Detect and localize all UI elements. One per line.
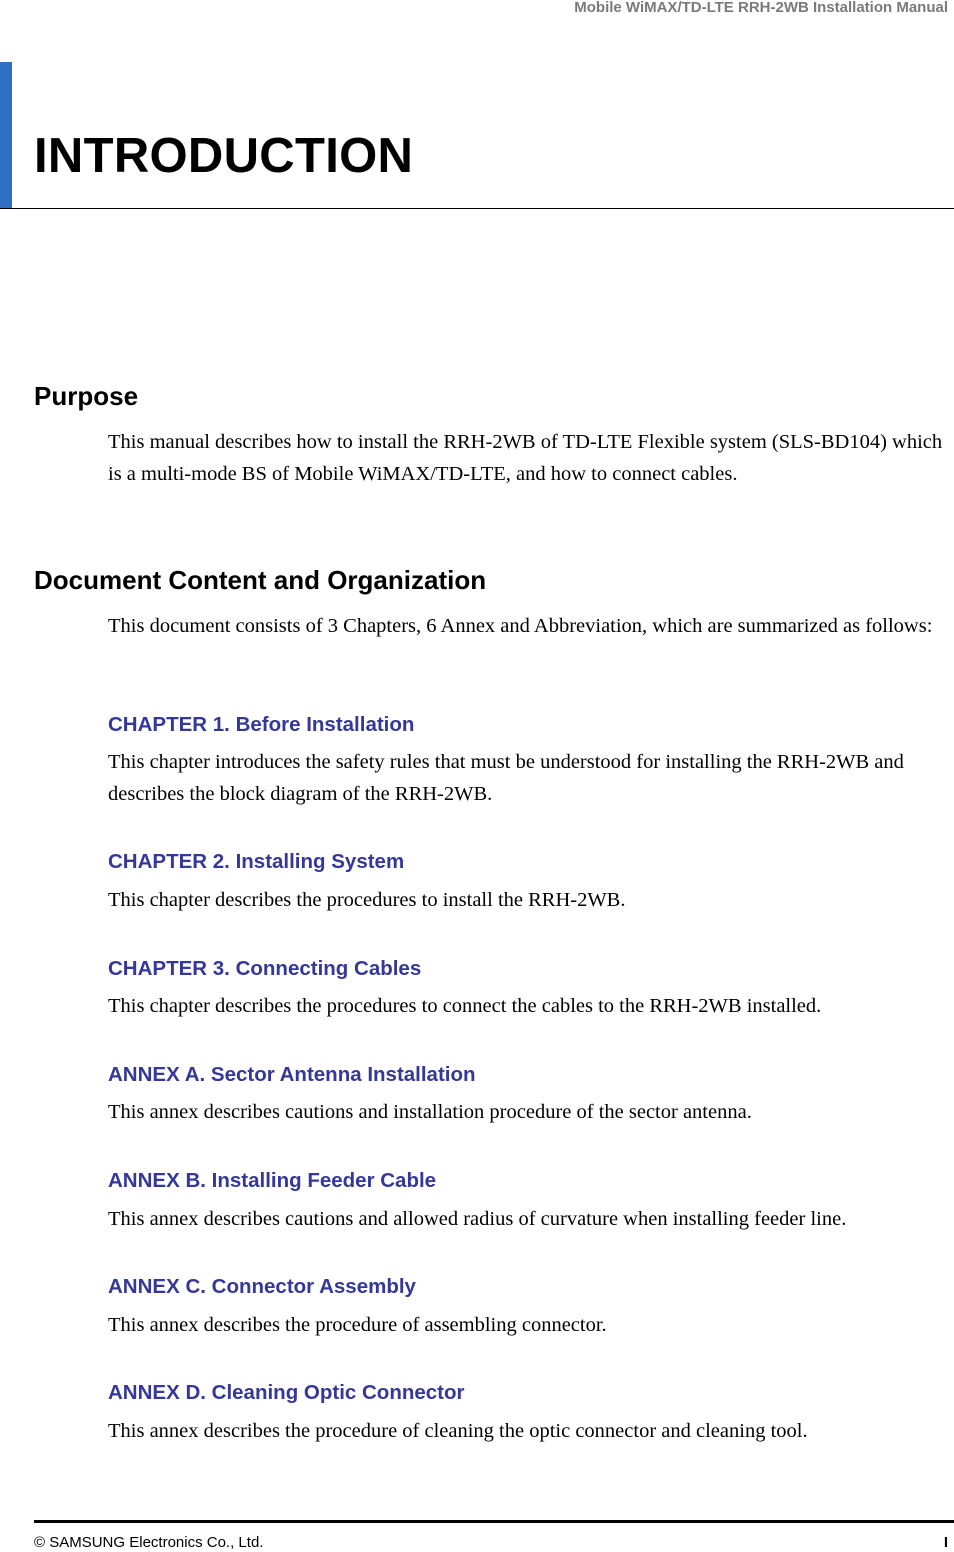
annex-b-text: This annex describes cautions and allowed radius of curvature when installing feeder line. (108, 1208, 847, 1230)
title-accent-bar (0, 62, 12, 209)
running-header: Mobile WiMAX/TD-LTE RRH-2WB Installation Manual (574, 0, 948, 16)
footer-copyright: © SAMSUNG Electronics Co., Ltd. (34, 1534, 264, 1551)
chapter-3-text: This chapter describes the procedures to connect the cables to the RRH-2WB installed. (108, 995, 822, 1017)
annex-b-heading: ANNEX B. Installing Feeder Cable (108, 1169, 437, 1192)
chapter-1-heading: CHAPTER 1. Before Installation (108, 713, 415, 736)
chapter-2-text: This chapter describes the procedures to install the RRH-2WB. (108, 889, 626, 911)
annex-d-text: This annex describes the procedure of cleaning the optic connector and cleaning tool. (108, 1420, 808, 1442)
annex-a-text: This annex describes cautions and installation procedure of the sector antenna. (108, 1101, 752, 1123)
chapter-2-heading: CHAPTER 2. Installing System (108, 850, 405, 873)
chapter-1-text: This chapter introduces the safety rules that must be understood for installing the RRH-2WB and describes the block diagram of the RRH-2WB. (108, 751, 904, 805)
footer-divider (34, 1520, 954, 1523)
purpose-text: This manual describes how to install the RRH-2WB of TD-LTE Flexible system (SLS-BD104) which is a multi-mode BS of Mobile WiMAX/TD-LTE, and how to connect cables. (108, 431, 943, 485)
title-divider (0, 208, 954, 209)
chapter-3-heading: CHAPTER 3. Connecting Cables (108, 957, 422, 980)
annex-d-heading: ANNEX D. Cleaning Optic Connector (108, 1381, 465, 1404)
annex-c-heading: ANNEX C. Connector Assembly (108, 1275, 416, 1298)
organization-intro: This document consists of 3 Chapters, 6 Annex and Abbreviation, which are summarized as follows: (108, 615, 933, 637)
annex-c-text: This annex describes the procedure of assembling connector. (108, 1314, 607, 1336)
annex-a-heading: ANNEX A. Sector Antenna Installation (108, 1063, 476, 1086)
purpose-heading: Purpose (34, 381, 139, 411)
organization-heading: Document Content and Organization (34, 565, 487, 595)
page-title: INTRODUCTION (34, 129, 414, 183)
page-number: I (943, 1534, 948, 1551)
